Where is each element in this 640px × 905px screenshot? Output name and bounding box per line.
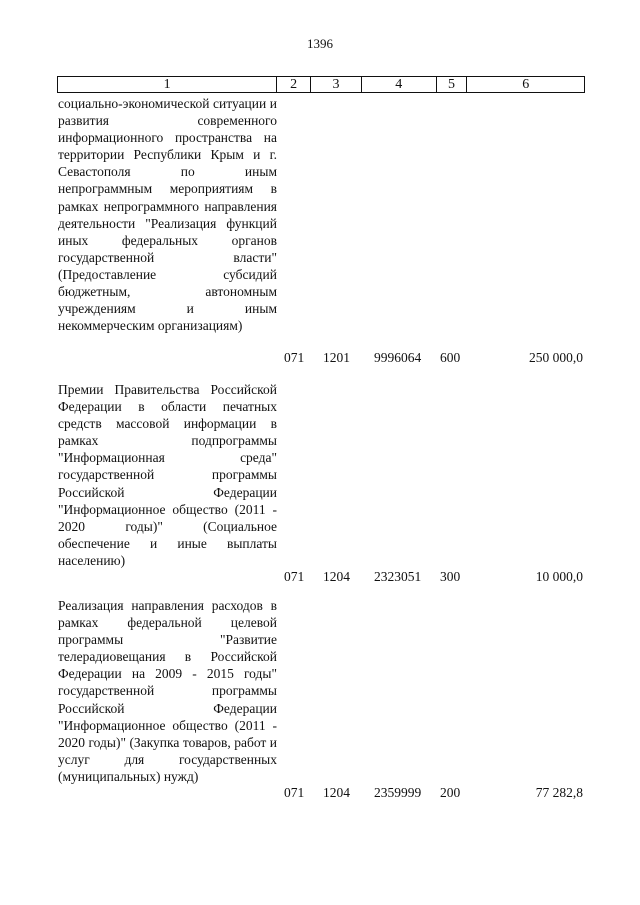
- header-col-4: 4: [362, 77, 437, 92]
- row-code: 071: [284, 785, 305, 800]
- row-expense-type: 200: [440, 785, 461, 800]
- header-col-2: 2: [277, 77, 311, 92]
- table-header: [57, 76, 585, 93]
- table-row: [58, 95, 585, 370]
- row-code: 071: [284, 569, 305, 584]
- row-description: Премии Правительства Российской Федерации в области печатных средств массовой информации в рамках подпрограммы "Информационная среда" государственной программы Российской Федерации "Информационное общество (2011 - 2020 годы)" (Социальное обеспечение и иные выплаты населению): [58, 382, 277, 568]
- row-amount: 77 282,8: [535, 785, 583, 800]
- row-amount: 250 000,0: [529, 350, 583, 365]
- row-target: 2359999: [374, 785, 422, 800]
- header-col-1: 1: [58, 77, 277, 92]
- row-description: социально-экономической ситуации и развития современного информационного пространства на территории Республики Крым и г. Севастополя по иным непрограммным мероприятиям в рамках непрограммного направления деятельности "Реализация функций иных федеральных органов государственной власти" (Предоставление субсидий бюджетным, автономным учреждениям и иным некоммерческим организациям): [58, 96, 277, 334]
- header-col-6: 6: [522, 77, 530, 92]
- header-col-5: 5: [437, 77, 468, 92]
- row-target: 9996064: [374, 350, 422, 365]
- table-row: [58, 597, 585, 807]
- row-description: Реализация направления расходов в рамках федеральной целевой программы "Развитие телерадиовещания в Российской Федерации на 2009 - 2015 годы" государственной программы Российской Федерации "Информационное общество (2011 - 2020 годы)" (Закупка товаров, работ и услуг для государственных (муниципальных) нужд): [58, 598, 277, 784]
- row-expense-type: 300: [440, 569, 461, 584]
- table-row: [58, 381, 585, 586]
- row-section: 1204: [323, 785, 350, 800]
- row-expense-type: 600: [440, 350, 461, 365]
- row-code: 071: [284, 350, 305, 365]
- row-section: 1201: [323, 350, 350, 365]
- row-target: 2323051: [374, 569, 422, 584]
- page-number: 1396: [307, 36, 333, 51]
- header-col-3: 3: [311, 77, 362, 92]
- row-amount: 10 000,0: [535, 569, 583, 584]
- row-section: 1204: [323, 569, 350, 584]
